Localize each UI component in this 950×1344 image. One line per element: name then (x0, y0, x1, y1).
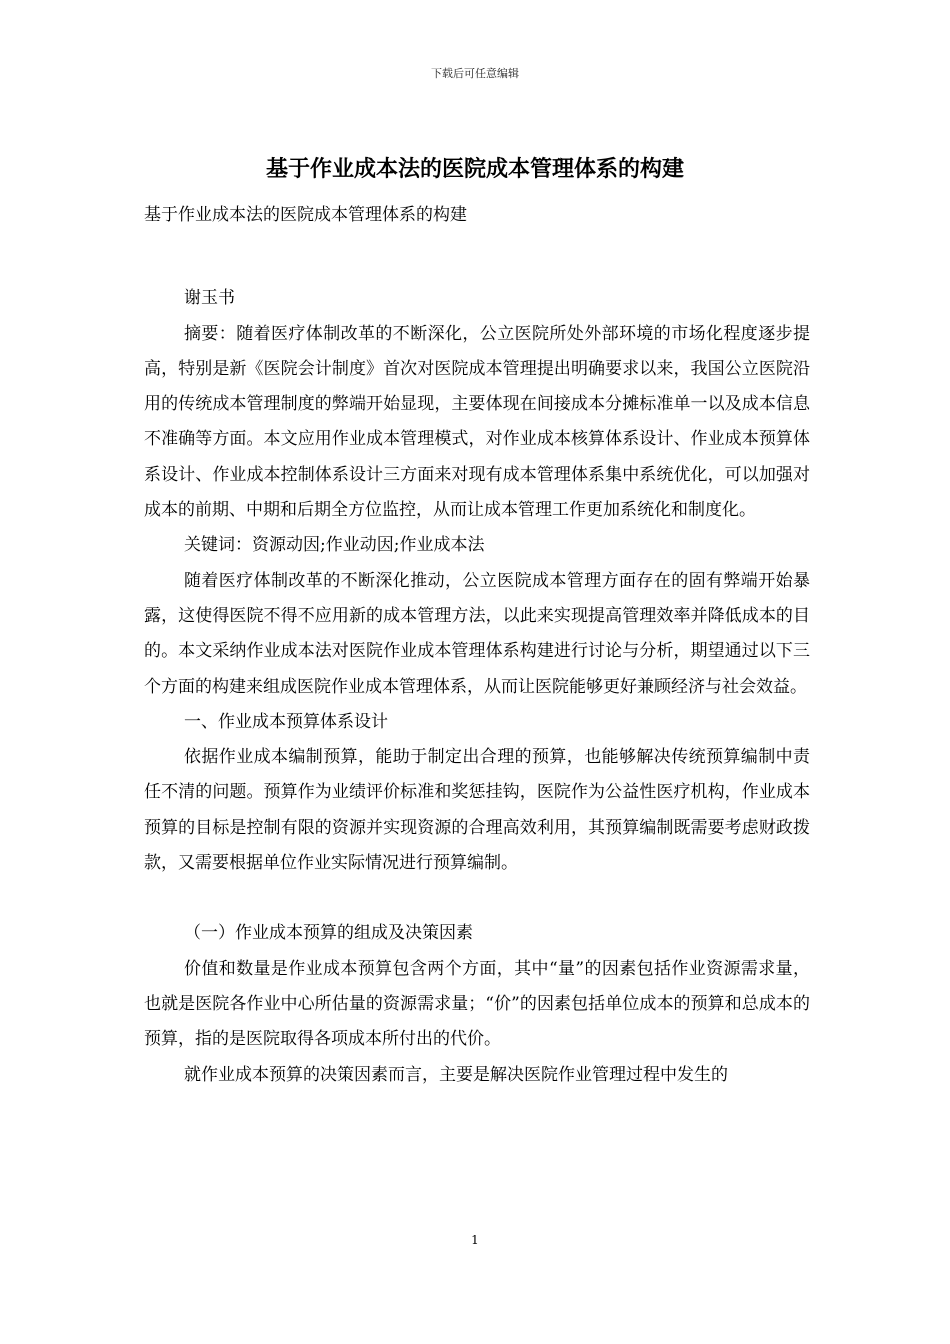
document-title: 基于作业成本法的医院成本管理体系的构建 (265, 156, 684, 182)
intro-paragraph: 随着医疗体制改革的不断深化推动，公立医院成本管理方面存在的固有弊端开始暴露，这使得医院不得不应用新的成本管理方法，以此来实现提高管理效率并降低成本的目的。本文采纳作业成本法对医院作业成本管理体系构建进行讨论与分析，期望通过以下三个方面的构建来组成医院作业成本管理体系，从而让医院能够更好兼顾经济与社会效益。 (144, 570, 810, 697)
keywords-line: 关键词：资源动因;作业动因;作业成本法 (184, 535, 485, 556)
section-heading: 一、作业成本预算体系设计 (184, 711, 388, 732)
document-body (144, 198, 810, 1093)
spacer (144, 881, 810, 916)
subsection-paragraph: 就作业成本预算的决策因素而言，主要是解决医院作业管理过程中发生的 (184, 1064, 728, 1085)
document-subtitle: 基于作业成本法的医院成本管理体系的构建 (144, 205, 467, 225)
page-number: 1 (471, 1233, 479, 1247)
author-name: 谢玉书 (184, 288, 235, 309)
header-note: 下载后可任意编辑 (431, 67, 519, 80)
spacer (144, 233, 810, 281)
subsection-heading: （一）作业成本预算的组成及决策因素 (184, 923, 473, 944)
abstract-paragraph: 摘要：随着医疗体制改革的不断深化，公立医院所处外部环境的市场化程度逐步提高，特别是新《医院会计制度》首次对医院成本管理提出明确要求以来，我国公立医院沿用的传统成本管理制度的弊端开始显现，主要体现在间接成本分摊标准单一以及成本信息不准确等方面。本文应用作业成本管理模式，对作业成本核算体系设计、作业成本预算体系设计、作业成本控制体系设计三方面来对现有成本管理体系集中系统优化，可以加强对成本的前期、中期和后期全方位监控，从而让成本管理工作更加系统化和制度化。 (144, 323, 810, 521)
section-paragraph: 依据作业成本编制预算，能助于制定出合理的预算，也能够解决传统预算编制中责任不清的问题。预算作为业绩评价标准和奖惩挂钩，医院作为公益性医疗机构，作业成本预算的目标是控制有限的资源并实现资源的合理高效利用，其预算编制既需要考虑财政拨款，又需要根据单位作业实际情况进行预算编制。 (144, 747, 810, 874)
subsection-paragraph: 价值和数量是作业成本预算包含两个方面，其中“量”的因素包括作业资源需求量，也就是医院各作业中心所估量的资源需求量；“价”的因素包括单位成本的预算和总成本的预算，指的是医院取得各项成本所付出的代价。 (144, 958, 810, 1050)
